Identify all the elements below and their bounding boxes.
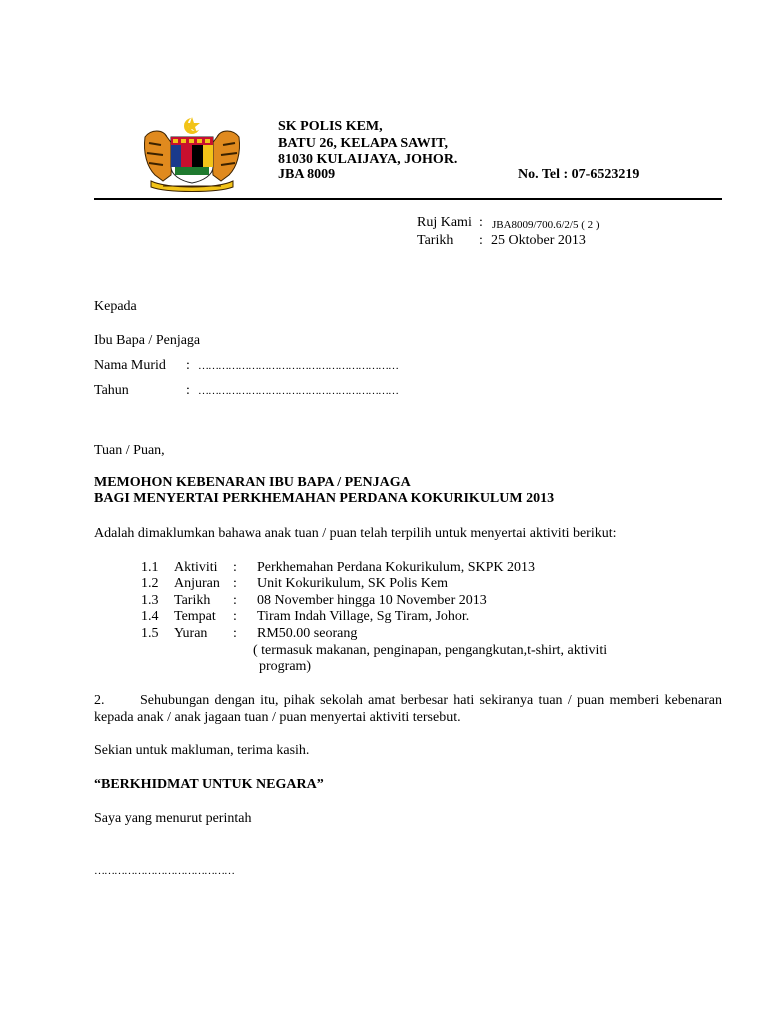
item-value: 08 November hingga 10 November 2013 bbox=[257, 593, 487, 608]
school-name: SK POLIS KEM, bbox=[278, 119, 383, 134]
reference-colon: : bbox=[479, 215, 483, 230]
fee-note-line-2: program) bbox=[259, 659, 312, 674]
item-label: Aktiviti bbox=[174, 560, 218, 575]
paragraph-number: 2. bbox=[94, 693, 105, 708]
item-number: 1.1 bbox=[141, 560, 159, 575]
year-label: Tahun bbox=[94, 383, 129, 398]
address-line-2: 81030 KULAIJAYA, JOHOR. bbox=[278, 152, 458, 167]
address-line-1: BATU 26, KELAPA SAWIT, bbox=[278, 136, 448, 151]
recipient-heading: Kepada bbox=[94, 299, 137, 314]
reference-value: JBA8009/700.6/2/5 ( 2 ) bbox=[492, 219, 600, 231]
student-name-label: Nama Murid bbox=[94, 358, 166, 373]
telephone-number: No. Tel : 07-6523219 bbox=[518, 167, 640, 182]
item-colon: : bbox=[233, 593, 237, 608]
item-value: Tiram Indah Village, Sg Tiram, Johor. bbox=[257, 609, 470, 624]
item-value: Unit Kokurikulum, SK Polis Kem bbox=[257, 576, 448, 591]
signature-line: …………………………………… bbox=[94, 865, 234, 877]
date-value: 25 Oktober 2013 bbox=[491, 233, 586, 248]
fee-note-line-1: ( termasuk makanan, penginapan, pengangkutan,t-shirt, aktiviti bbox=[253, 643, 608, 658]
item-colon: : bbox=[233, 609, 237, 624]
item-number: 1.5 bbox=[141, 626, 159, 641]
header-divider bbox=[94, 198, 722, 200]
item-label: Anjuran bbox=[174, 576, 220, 591]
recipient-name: Ibu Bapa / Penjaga bbox=[94, 333, 201, 348]
school-code: JBA 8009 bbox=[278, 167, 336, 182]
intro-text: Adalah dimaklumkan bahawa anak tuan / puan telah terpilih untuk menyertai aktiviti berikut: bbox=[94, 526, 617, 541]
coat-of-arms-icon bbox=[137, 115, 247, 193]
student-name-field[interactable]: …………………………………………………… bbox=[198, 360, 398, 372]
item-value: RM50.00 seorang bbox=[257, 626, 358, 641]
motto: “BERKHIDMAT UNTUK NEGARA” bbox=[94, 777, 324, 792]
subject-line-2: BAGI MENYERTAI PERKHEMAHAN PERDANA KOKURIKULUM 2013 bbox=[94, 491, 555, 506]
item-label: Yuran bbox=[174, 626, 208, 641]
year-field[interactable]: …………………………………………………… bbox=[198, 385, 398, 397]
salutation: Tuan / Puan, bbox=[94, 443, 165, 458]
subject-line-1: MEMOHON KEBENARAN IBU BAPA / PENJAGA bbox=[94, 475, 411, 490]
item-colon: : bbox=[233, 576, 237, 591]
item-number: 1.2 bbox=[141, 576, 159, 591]
body-paragraph-2 bbox=[94, 692, 722, 726]
item-number: 1.4 bbox=[141, 609, 159, 624]
item-colon: : bbox=[233, 626, 237, 641]
sign-off: Saya yang menurut perintah bbox=[94, 811, 252, 826]
date-colon: : bbox=[479, 233, 483, 248]
student-name-colon: : bbox=[186, 358, 190, 373]
item-label: Tempat bbox=[174, 609, 216, 624]
item-value: Perkhemahan Perdana Kokurikulum, SKPK 2013 bbox=[257, 560, 536, 575]
item-colon: : bbox=[233, 560, 237, 575]
item-label: Tarikh bbox=[174, 593, 211, 608]
item-number: 1.3 bbox=[141, 593, 159, 608]
date-label: Tarikh bbox=[417, 233, 454, 248]
closing-text: Sekian untuk makluman, terima kasih. bbox=[94, 743, 310, 758]
paragraph-text: Sehubungan dengan itu, pihak sekolah amat berbesar hati sekiranya tuan / puan memberi kebenaran kepada anak / anak jagaan tuan / puan menyertai aktiviti tersebut. bbox=[94, 693, 722, 725]
reference-label: Ruj Kami bbox=[417, 215, 472, 230]
year-colon: : bbox=[186, 383, 190, 398]
